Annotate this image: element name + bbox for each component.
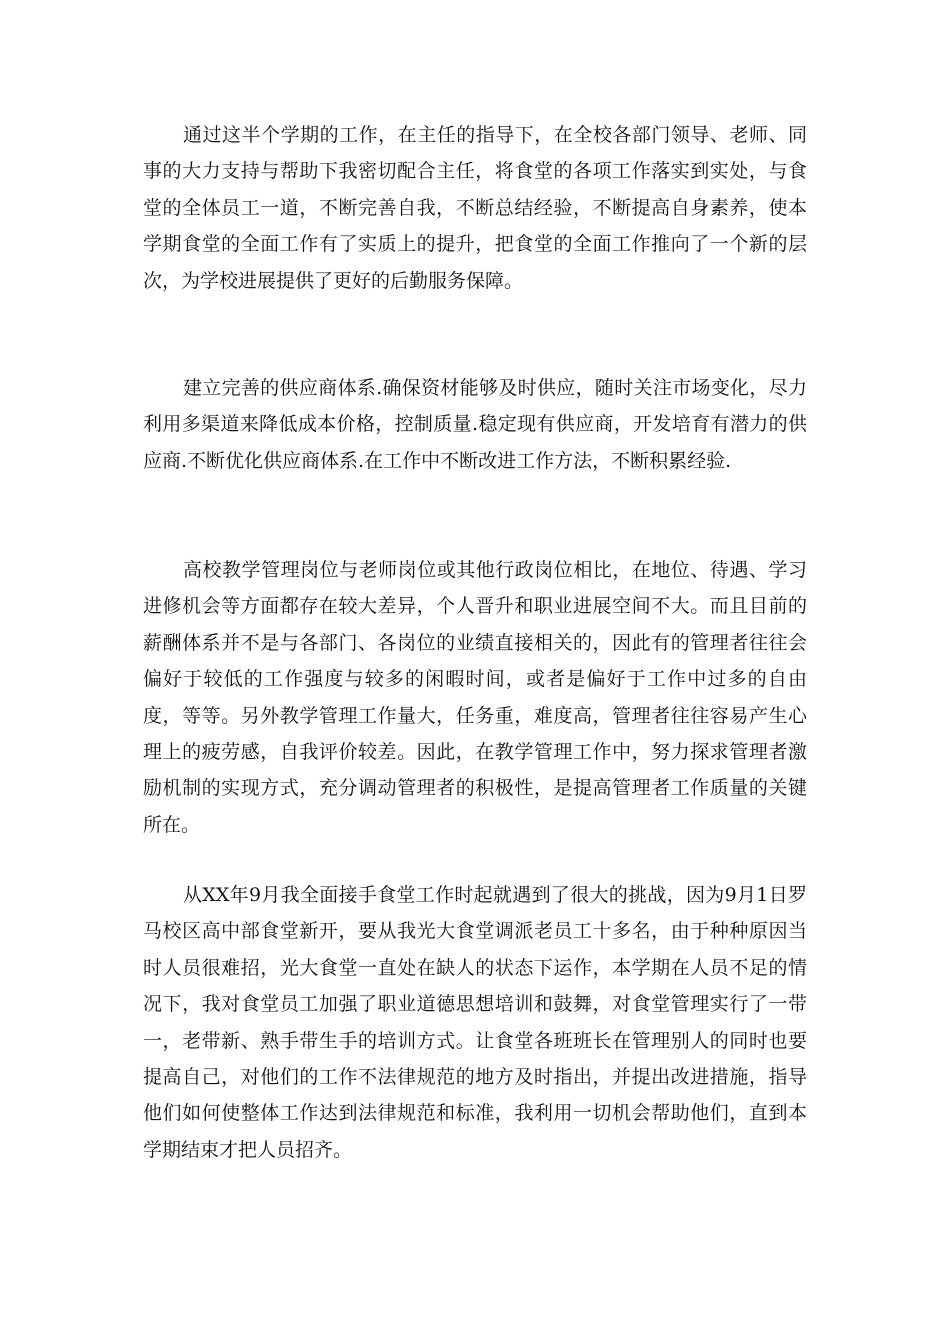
paragraph-teaching-management-incentives: 高校教学管理岗位与老师岗位或其他行政岗位相比，在地位、待遇、学习进修机会等方面都存在较大差异，个人晋升和职业进展空间不大。而且目前的薪酬体系并不是与各部门、各岗位的业绩直接相关的，因此有的管理者往往会偏好于较低的工作强度与较多的闲暇时间，或者是偏好于工作中过多的自由度，等等。另外教学管理工作量大，任务重，难度高，管理者往往容易产生心理上的疲劳感，自我评价较差。因此，在教学管理工作中，努力探求管理者激励机制的实现方式，充分调动管理者的积极性，是提高管理者工作质量的关键所在。 <box>143 559 807 836</box>
paragraph-staff-training: 从XX年9月我全面接手食堂工作时起就遇到了很大的挑战，因为9月1日罗马校区高中部食堂新开，要从我光大食堂调派老员工十多名，由于种种原因当时人员很难招，光大食堂一直处在缺人的状态下运作，本学期在人员不足的情况下，我对食堂员工加强了职业道德思想培训和鼓舞，对食堂管理实行了一带一，老带新、熟手带生手的培训方式。让食堂各班班长在管理别人的同时也要提高自己，对他们的工作不法律规范的地方及时指出，并提出改进措施，指导他们如何使整体工作达到法律规范和标准，我利用一切机会帮助他们，直到本学期结束才把人员招齐。 <box>143 884 807 1161</box>
paragraph-supplier-system: 建立完善的供应商体系.确保资材能够及时供应，随时关注市场变化，尽力利用多渠道来降低成本价格，控制质量.稳定现有供应商，开发培育有潜力的供应商.不断优化供应商体系.在工作中不断改进工作方法，不断积累经验. <box>143 377 807 472</box>
paragraph-canteen-work-summary: 通过这半个学期的工作，在主任的指导下，在全校各部门领导、老师、同事的大力支持与帮助下我密切配合主任，将食堂的各项工作落实到实处，与食堂的全体员工一道，不断完善自我，不断总结经验，不断提高自身素养，使本学期食堂的全面工作有了实质上的提升，把食堂的全面工作推向了一个新的层次，为学校进展提供了更好的后勤服务保障。 <box>143 124 807 292</box>
